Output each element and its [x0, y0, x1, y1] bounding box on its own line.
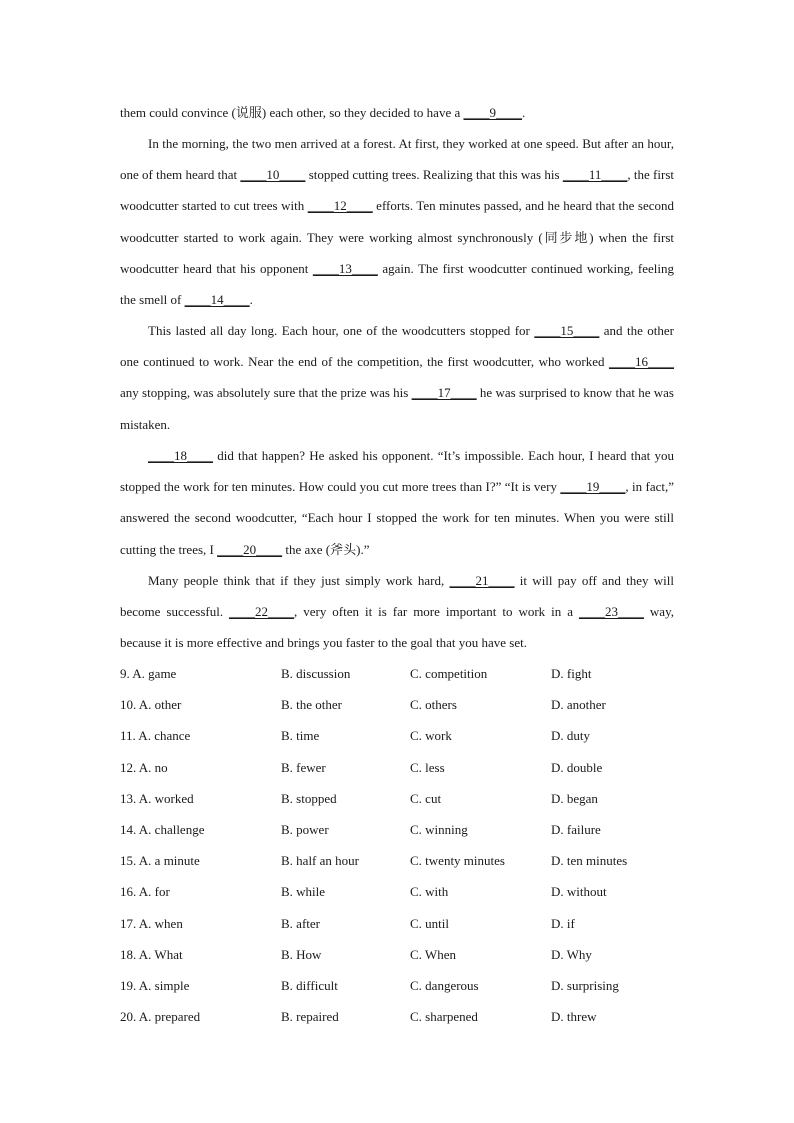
question-row-20: [120, 1001, 680, 1032]
option-b: B. the other: [281, 697, 343, 713]
question-row-18: [120, 939, 680, 970]
blank-16: ____16____: [609, 354, 674, 370]
text-run: .: [522, 105, 526, 120]
question-row-14: [120, 814, 680, 845]
option-d: D. if: [551, 915, 575, 931]
blank-15: ____15____: [534, 323, 600, 338]
option-d: D. ten minutes: [551, 853, 628, 869]
option-d: D. another: [551, 697, 606, 713]
text-run: he was surprised to know that he was mistaken.: [120, 385, 674, 432]
text-run: any stopping, was absolutely sure that the prize was his: [120, 385, 412, 401]
text-run: did that happen? He asked his opponent. “It’s impossible. Each hour, I heard that you stopped the work for ten minutes. How could you cut more trees than I?” “It is very: [120, 448, 674, 495]
option-a: 12. A. no: [120, 759, 168, 775]
text-run: In the morning, the two men arrived at a forest. At first, they worked at one speed. But after an hour, one of them heard that: [120, 136, 674, 183]
question-row-15: [120, 845, 680, 876]
question-row-10: [120, 689, 680, 720]
blank-18: ____18____: [148, 448, 213, 463]
question-row-9: [120, 658, 680, 689]
blank-20: ____20____: [217, 541, 283, 557]
text-run: and the other one continued to work. Near the end of the competition, the first woodcutter, who worked: [120, 323, 674, 370]
question-row-11: [120, 720, 680, 751]
blank-19: ____19____: [560, 479, 626, 495]
option-d: D. failure: [551, 821, 601, 837]
option-d: D. duty: [551, 728, 590, 744]
option-d: D. surprising: [551, 977, 619, 993]
option-d: D. Why: [551, 946, 592, 962]
option-b: B. difficult: [281, 977, 338, 993]
option-a: 17. A. when: [120, 915, 183, 931]
option-c: C. others: [410, 697, 457, 713]
option-c: C. dangerous: [410, 977, 479, 993]
paragraph-morning: [120, 128, 674, 315]
text-run: , in fact,” answered the second woodcutter, “Each hour I stopped the work for ten minutes. When you were still cutting the trees, I: [120, 479, 674, 557]
blank-11: ____11____: [562, 167, 628, 183]
option-b: B. after: [281, 915, 320, 931]
text-run: the axe (斧头).”: [282, 541, 370, 557]
option-a: 11. A. chance: [120, 728, 191, 744]
option-a: 20. A. prepared: [120, 1009, 201, 1025]
option-c: C. competition: [410, 666, 488, 681]
blank-13: ____13____: [312, 260, 378, 276]
option-b: B. power: [281, 821, 329, 837]
text-run: , the first woodcutter started to cut trees with: [120, 167, 674, 214]
text-run: them could convince (说服) each other, so they decided to have a: [120, 105, 464, 120]
blank-10: ____10____: [240, 167, 306, 183]
text-run: This lasted all day long. Each hour, one of the woodcutters stopped for: [148, 323, 535, 338]
paragraph-continuation: [120, 97, 674, 128]
option-a: 10. A. other: [120, 697, 182, 713]
blank-21: ____21____: [449, 573, 515, 588]
option-c: C. cut: [410, 790, 442, 806]
blank-22: ____22____: [229, 604, 295, 620]
text-run: .: [249, 292, 253, 308]
option-b: B. while: [281, 884, 326, 900]
answer-options: [120, 658, 680, 1032]
question-row-17: [120, 908, 680, 939]
text-run: stopped cutting trees. Realizing that this was his: [305, 167, 563, 183]
question-row-13: [120, 783, 680, 814]
option-c: C. less: [410, 759, 445, 775]
option-a: 15. A. a minute: [120, 853, 200, 869]
option-b: B. time: [281, 728, 320, 744]
option-b: B. fewer: [281, 759, 326, 775]
option-a: 19. A. simple: [120, 977, 190, 993]
option-c: C. winning: [410, 821, 468, 837]
option-b: B. stopped: [281, 790, 337, 806]
blank-23: ____23____: [578, 604, 644, 620]
blank-12: ____12____: [307, 198, 373, 214]
option-b: B. How: [281, 946, 322, 962]
text-run: it will pay off and they will become successful.: [120, 573, 674, 620]
option-c: C. with: [410, 884, 449, 900]
option-d: D. double: [551, 759, 603, 775]
option-a: 14. A. challenge: [120, 821, 205, 837]
blank-9: ____9____: [463, 105, 522, 120]
option-c: C. sharpened: [410, 1009, 478, 1025]
text-run: Many people think that if they just simply work hard,: [148, 573, 450, 588]
option-a: 18. A. What: [120, 946, 183, 962]
blank-14: ____14____: [184, 292, 250, 308]
option-d: D. began: [551, 790, 598, 806]
text-run: efforts. Ten minutes passed, and he heard that the second woodcutter started to work again. They were working almost synchronously (同步地) when the first woodcutter heard that his opponent: [120, 198, 674, 276]
option-b: B. half an hour: [281, 853, 359, 869]
paragraph-all-day: [120, 315, 674, 440]
option-b: B. discussion: [281, 666, 351, 681]
option-a: 13. A. worked: [120, 790, 194, 806]
blank-17: ____17____: [411, 385, 477, 401]
text-run: , very often it is far more important to work in a: [294, 604, 579, 620]
option-c: C. work: [410, 728, 452, 744]
option-c: C. twenty minutes: [410, 853, 505, 869]
option-c: C. until: [410, 915, 450, 931]
option-a: 9. A. game: [120, 666, 177, 681]
text-run: way, because it is more effective and brings you faster to the goal that you have set.: [120, 604, 674, 651]
option-d: D. threw: [551, 1009, 597, 1025]
paragraph-conclusion: [120, 565, 674, 659]
paragraph-dialogue: [120, 440, 674, 565]
question-row-12: [120, 752, 680, 783]
option-d: D. fight: [551, 666, 592, 681]
option-a: 16. A. for: [120, 884, 170, 900]
option-b: B. repaired: [281, 1009, 339, 1025]
text-run: again. The first woodcutter continued working, feeling the smell of: [120, 260, 674, 308]
option-d: D. without: [551, 884, 607, 900]
option-c: C. When: [410, 946, 456, 962]
question-row-16: [120, 876, 680, 907]
question-row-19: [120, 970, 680, 1001]
